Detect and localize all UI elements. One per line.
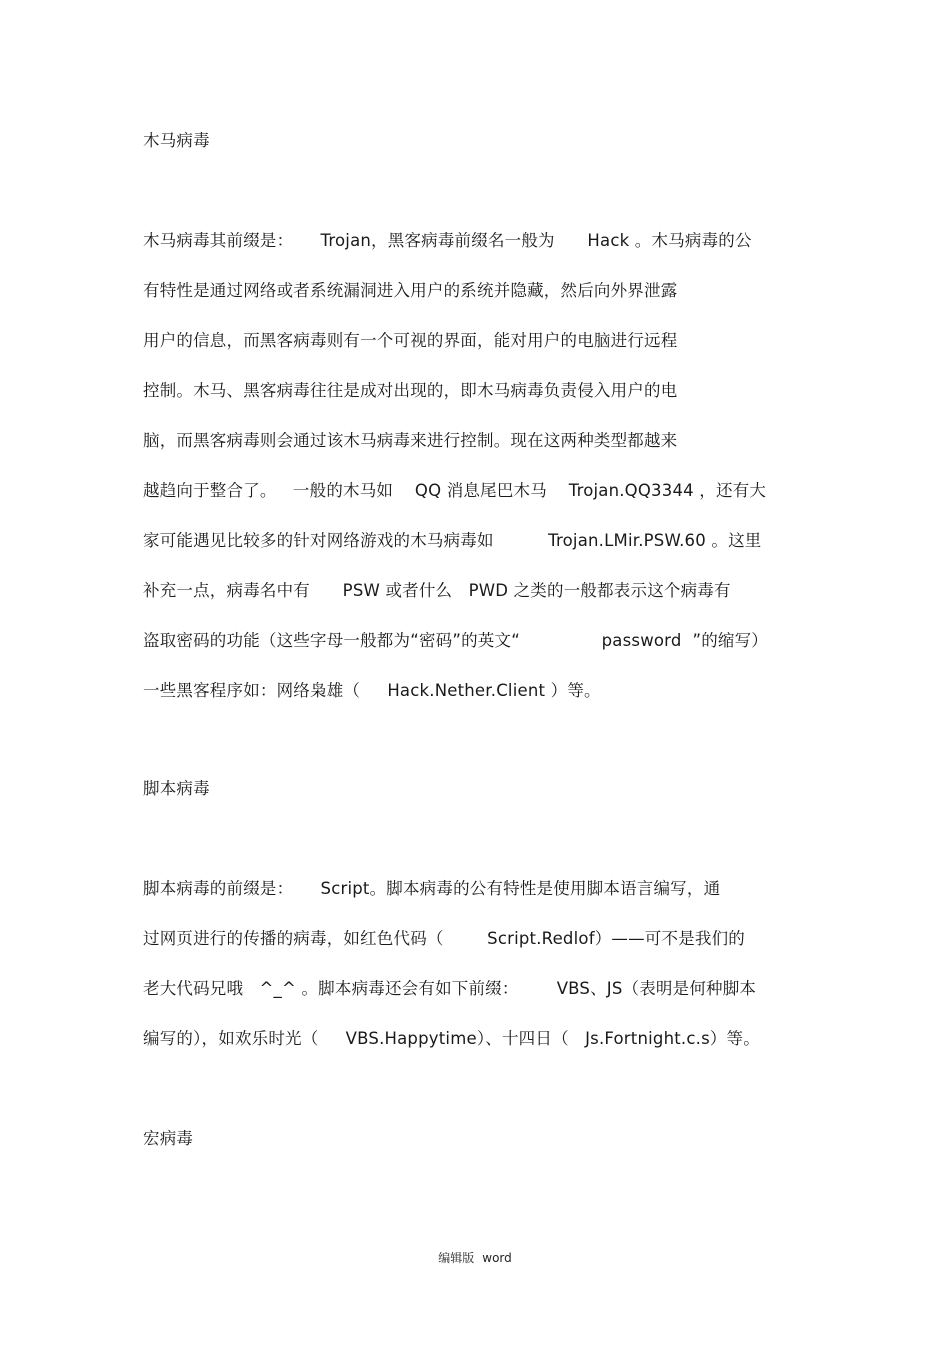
paragraph-line: 控制。木马、黑客病毒往往是成对出现的，即木马病毒负责侵入用户的电 [143, 381, 678, 400]
paragraph-line: 编写的），如欢乐时光（ VBS.Happytime）、十四日（ Js.Fortnight.c.s）等。 [143, 1029, 760, 1048]
paragraph-line: 脑，而黑客病毒则会通过该木马病毒来进行控制。现在这两种类型都越来 [143, 431, 678, 450]
paragraph-line: 木马病毒其前缀是： Trojan，黑客病毒前缀名一般为 Hack 。木马病毒的公 [143, 231, 752, 250]
section-heading-script: 脚本病毒 [143, 779, 210, 798]
paragraph-line: 补充一点，病毒名中有 PSW 或者什么 PWD 之类的一般都表示这个病毒有 [143, 581, 731, 600]
paragraph-line: 脚本病毒的前缀是： Script。脚本病毒的公有特性是使用脚本语言编写，通 [143, 879, 721, 898]
paragraph-line: 过网页进行的传播的病毒，如红色代码（ Script.Redlof）——可不是我们的 [143, 929, 745, 948]
page-footer [0, 1249, 950, 1266]
paragraph-line: 一些黑客程序如：网络枭雄（ Hack.Nether.Client ）等。 [143, 681, 601, 700]
paragraph-line: 有特性是通过网络或者系统漏洞进入用户的系统并隐藏，然后向外界泄露 [143, 281, 678, 300]
paragraph-line: 老大代码兄哦 ^_^ 。脚本病毒还会有如下前缀： VBS、JS（表明是何种脚本 [143, 979, 757, 998]
section-heading-trojan: 木马病毒 [143, 131, 210, 150]
footer-label-word: word [482, 1251, 512, 1265]
paragraph-line: 用户的信息，而黑客病毒则有一个可视的界面，能对用户的电脑进行远程 [143, 331, 678, 350]
section-heading-macro: 宏病毒 [143, 1129, 194, 1148]
paragraph-line: 越趋向于整合了。 一般的木马如 QQ 消息尾巴木马 Trojan.QQ3344 ，还有大 [143, 481, 767, 500]
paragraph-line: 家可能遇见比较多的针对网络游戏的木马病毒如 Trojan.LMir.PSW.60 。这里 [143, 531, 762, 550]
paragraph-line: 盗取密码的功能（这些字母一般都为“密码”的英文“ password ”的缩写） [143, 631, 768, 650]
footer-label-edit: 编辑版 [438, 1251, 475, 1265]
